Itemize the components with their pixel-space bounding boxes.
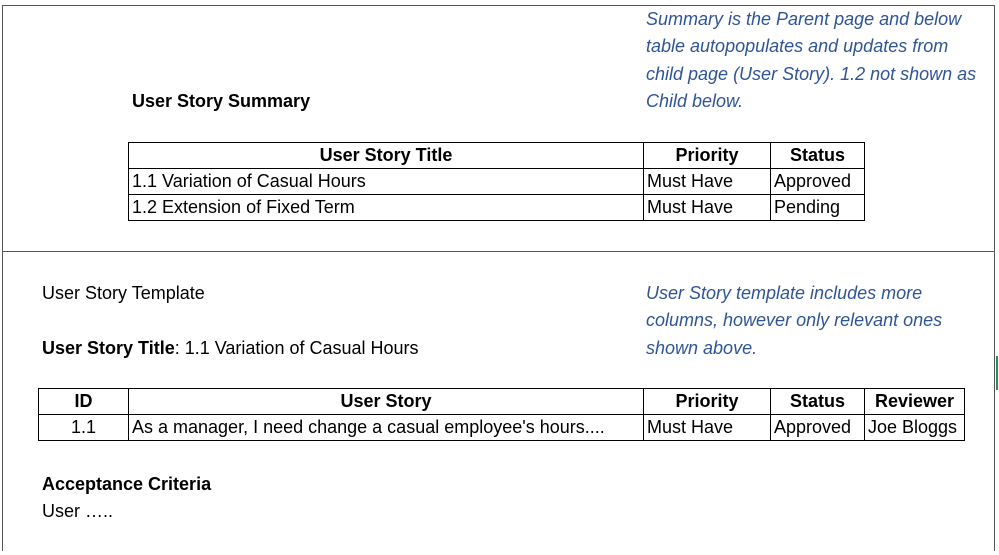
table-cell[interactable]: 1.1 Variation of Casual Hours	[129, 169, 644, 195]
table-cell[interactable]: Must Have	[644, 169, 771, 195]
template-note: User Story template includes more columns, however only relevant ones shown above.	[646, 283, 943, 358]
story-title-line	[42, 338, 419, 359]
column-header[interactable]: Priority	[644, 389, 771, 415]
table-row	[39, 415, 965, 441]
column-header[interactable]: User Story	[129, 389, 644, 415]
table-cell[interactable]: 1.1	[39, 415, 129, 441]
table-cell[interactable]: Pending	[771, 195, 865, 221]
acceptance-heading: Acceptance Criteria	[42, 474, 212, 494]
table-cell[interactable]: Approved	[771, 415, 865, 441]
column-header[interactable]: User Story Title	[129, 143, 644, 169]
column-header[interactable]: Status	[771, 143, 865, 169]
summary-table	[128, 142, 865, 221]
cell-selection-marker	[996, 356, 998, 390]
story-title-value: : 1.1 Variation of Casual Hours	[174, 338, 419, 358]
summary-header-row	[129, 143, 865, 169]
column-header[interactable]: ID	[39, 389, 129, 415]
acceptance-text: User …..	[42, 501, 114, 521]
summary-heading: User Story Summary	[132, 91, 311, 111]
table-cell[interactable]: Must Have	[644, 415, 771, 441]
table-cell[interactable]: 1.2 Extension of Fixed Term	[129, 195, 644, 221]
column-header[interactable]: Priority	[644, 143, 771, 169]
column-header[interactable]: Reviewer	[865, 389, 965, 415]
story-title-label: User Story Title	[42, 338, 175, 358]
table-cell[interactable]: Must Have	[644, 195, 771, 221]
summary-note: Summary is the Parent page and below table autopopulates and updates from child page (User Story). 1.2 not shown as Child below.	[646, 9, 977, 111]
table-row	[129, 169, 865, 195]
template-table	[38, 388, 965, 441]
template-heading: User Story Template	[42, 283, 205, 303]
table-cell[interactable]: As a manager, I need change a casual employee's hours....	[129, 415, 644, 441]
table-cell[interactable]: Joe Bloggs	[865, 415, 965, 441]
template-header-row	[39, 389, 965, 415]
column-header[interactable]: Status	[771, 389, 865, 415]
table-cell[interactable]: Approved	[771, 169, 865, 195]
table-row	[129, 195, 865, 221]
